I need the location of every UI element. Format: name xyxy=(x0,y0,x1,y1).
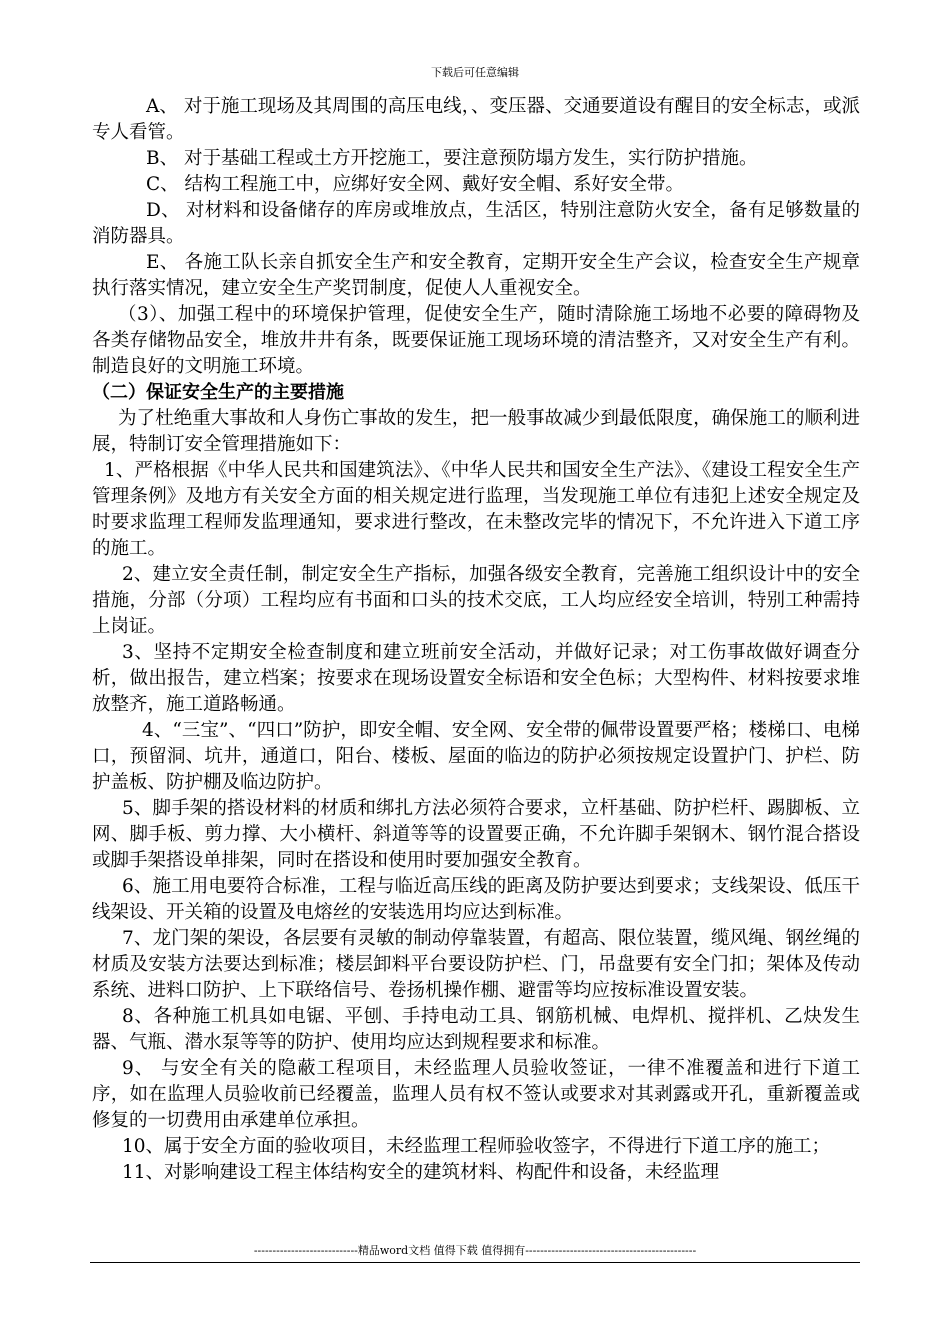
paragraph: 1、严格根据《中华人民共和国建筑法》、《中华人民共和国安全生产法》、《建设工程安全生产管理条例》及地方有关安全方面的相关规定进行监理，当发现施工单位有违犯上述安全规定及时要求监理工程师发监理通知，要求进行整改，在未整改完毕的情况下，不允许进入下道工序的施工。 xyxy=(92,460,860,559)
footer-rule xyxy=(90,1262,860,1263)
paragraph: 6、施工用电要符合标准，工程与临近高压线的距离及防护要达到要求；支线架设、低压干线架设、开关箱的设置及电熔丝的安装选用均应达到标准。 xyxy=(92,876,860,923)
paragraph: D、 对材料和设备储存的库房或堆放点，生活区，特别注意防火安全，备有足够数量的消防器具。 xyxy=(92,200,860,247)
page-footer: ----------------------------精品word文档 值得下载 值得拥有---------------------------------------------- xyxy=(253,1244,697,1257)
paragraph: 8、各种施工机具如电锯、平刨、手持电动工具、钢筋机械、电焊机、搅拌机、乙炔发生器、气瓶、潜水泵等等的防护、使用均应达到规程要求和标准。 xyxy=(92,1006,860,1053)
paragraph: （3）、加强工程中的环境保护管理，促使安全生产，随时清除施工场地不必要的障碍物及各类存储物品安全，堆放井井有条，既要保证施工现场环境的清洁整齐，又对安全生产有利。制造良好的文明施工环境。 xyxy=(92,304,860,377)
paragraph: 7、龙门架的架设，各层要有灵敏的制动停靠装置，有超高、限位装置，缆风绳、钢丝绳的材质及安装方法要达到标准；楼层卸料平台要设防护栏、门，吊盘要有安全门扣；架体及传动系统、进料口防护、上下联络信号、卷扬机操作棚、避雷等均应按标准设置安装。 xyxy=(92,928,860,1001)
paragraph: 3、坚持不定期安全检查制度和建立班前安全活动，并做好记录；对工伤事故做好调查分析，做出报告，建立档案；按要求在现场设置安全标语和安全色标；大型构件、材料按要求堆放整齐，施工道路畅通。 xyxy=(92,642,860,715)
paragraph: A、 对于施工现场及其周围的高压电线，、变压器、交通要道设有醒目的安全标志，或派专人看管。 xyxy=(92,96,860,143)
paragraph: B、 对于基础工程或土方开挖施工，要注意预防塌方发生，实行防护措施。 xyxy=(146,148,758,169)
paragraph: E、 各施工队长亲自抓安全生产和安全教育，定期开安全生产会议，检查安全生产规章执行落实情况，建立安全生产奖罚制度，促使人人重视安全。 xyxy=(92,252,860,299)
paragraph: 2、建立安全责任制，制定安全生产指标，加强各级安全教育，完善施工组织设计中的安全措施，分部（分项）工程均应有书面和口头的技术交底，工人均应经安全培训，特别工种需持上岗证。 xyxy=(92,564,860,637)
paragraph: 10、属于安全方面的验收项目，未经监理工程师验收签字，不得进行下道工序的施工； xyxy=(122,1136,831,1157)
paragraph: 11、对影响建设工程主体结构安全的建筑材料、构配件和设备，未经监理 xyxy=(122,1162,720,1183)
paragraph: C、 结构工程施工中，应绑好安全网、戴好安全帽、系好安全带。 xyxy=(146,174,685,195)
paragraph: 5、脚手架的搭设材料的材质和绑扎方法必须符合要求，立杆基础、防护栏杆、踢脚板、立网、脚手板、剪力撑、大小横杆、斜道等等的设置要正确，不允许脚手架钢木、钢竹混合搭设或脚手架搭设单排架，同时在搭设和使用时要加强安全教育。 xyxy=(92,798,860,871)
paragraph: 9、 与安全有关的隐蔽工程项目，未经监理人员验收签证，一律不准覆盖和进行下道工序，如在监理人员验收前已经覆盖，监理人员有权不签认或要求对其剥露或开孔，重新覆盖或修复的一切费用由承建单位承担。 xyxy=(92,1058,860,1131)
paragraph: 为了杜绝重大事故和人身伤亡事故的发生，把一般事故减少到最低限度，确保施工的顺利进展，特制订安全管理措施如下： xyxy=(92,408,860,455)
page-header: 下载后可任意编辑 xyxy=(431,66,519,79)
section-heading: （二）保证安全生产的主要措施 xyxy=(92,382,344,403)
document-body xyxy=(92,94,860,1186)
paragraph: 4、“三宝”、“四口”防护，即安全帽、安全网、安全带的佩带设置要严格；楼梯口、电梯口，预留洞、坑井，通道口，阳台、楼板、屋面的临边的防护必须按规定设置护门、护栏、防护盖板、防护棚及临边防护。 xyxy=(92,720,860,793)
